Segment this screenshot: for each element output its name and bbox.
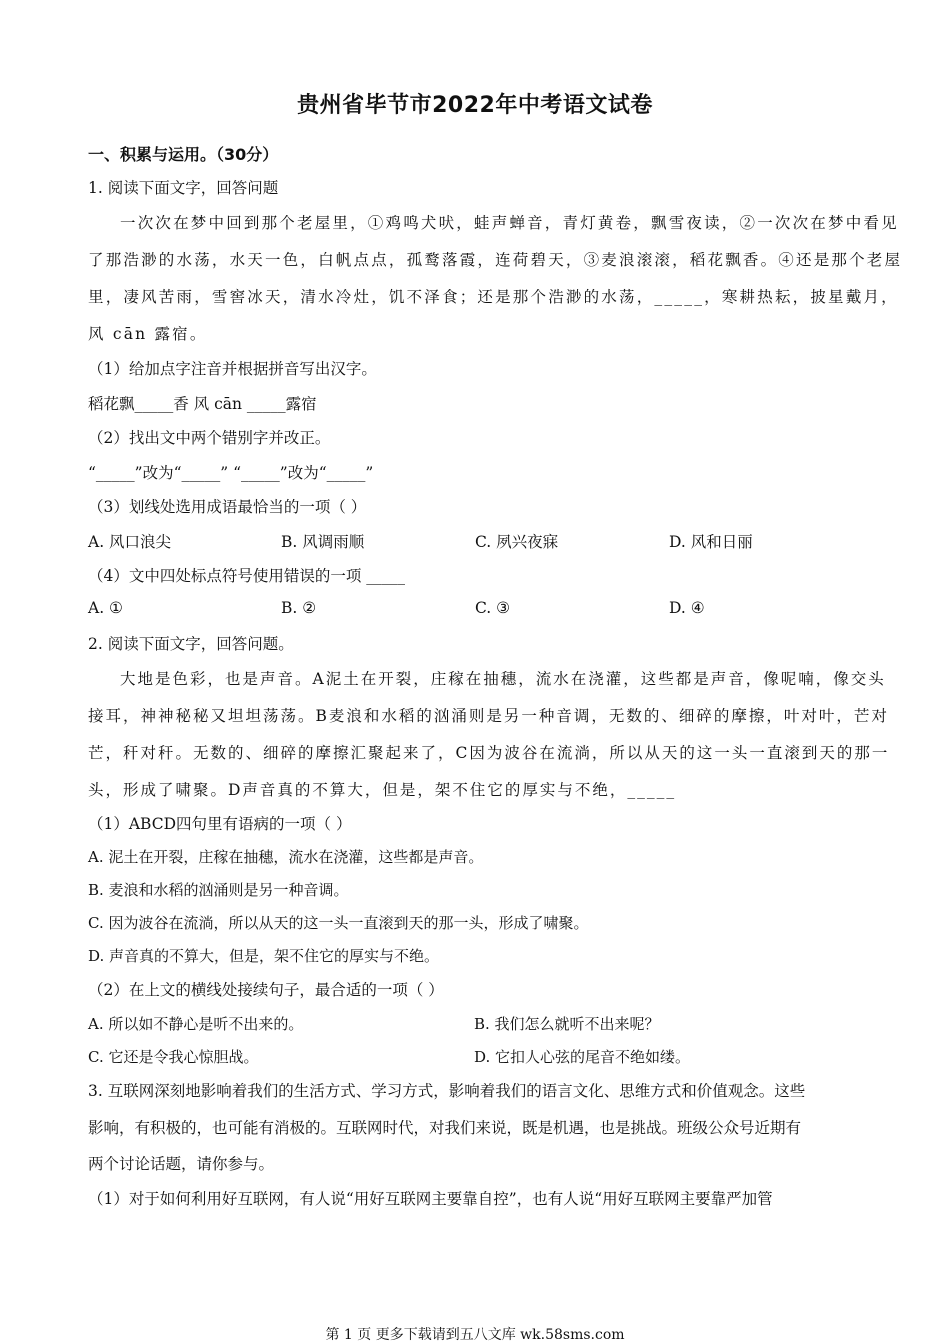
q1-sub-question: （1）给加点字注音并根据拼音写出汉字。 bbox=[88, 360, 377, 378]
q1-answer-blank: 稻花飘_____香 风 cān _____露宿 bbox=[88, 395, 317, 413]
q2-passage-line: 芒，秆对秆。无数的、细碎的摩擦汇聚起来了，C因为波谷在流淌，所以从天的这一头一直滚到天的那一 bbox=[88, 744, 890, 762]
question-1-stem: 1. 阅读下面文字，回答问题 bbox=[88, 179, 279, 197]
option-c: C. 夙兴夜寐 bbox=[475, 533, 559, 551]
section-heading: 一、积累与运用。（30分） bbox=[88, 145, 279, 164]
q2-passage-line: 头，形成了啸聚。D声音真的不算大，但是，架不住它的厚实与不绝，_____ bbox=[88, 781, 677, 799]
option-d: D. 风和日丽 bbox=[669, 533, 753, 551]
option-c: C. 它还是令我心惊胆战。 bbox=[88, 1048, 259, 1066]
question-2-stem: 2. 阅读下面文字，回答问题。 bbox=[88, 635, 294, 653]
option-a: A. ① bbox=[88, 599, 123, 617]
option-c: C. 因为波谷在流淌，所以从天的这一头一直滚到天的那一头，形成了啸聚。 bbox=[88, 914, 589, 932]
option-c: C. ③ bbox=[475, 599, 511, 617]
q2-sub-question: （2）在上文的横线处接续句子，最合适的一项（ ） bbox=[88, 981, 444, 999]
q3-sub-question: （1）对于如何利用好互联网，有人说“用好互联网主要靠自控”，也有人说“用好互联网主要靠严加管 bbox=[88, 1190, 773, 1208]
q1-sub-question: （3）划线处选用成语最恰当的一项（ ） bbox=[88, 498, 367, 516]
option-d: D. 它扣人心弦的尾音不绝如缕。 bbox=[474, 1048, 691, 1066]
q2-sub-question: （1）ABCD四句里有语病的一项（ ） bbox=[88, 815, 352, 833]
option-b: B. 风调雨顺 bbox=[281, 533, 365, 551]
question-3-stem-line: 3. 互联网深刻地影响着我们的生活方式、学习方式，影响着我们的语言文化、思维方式和价值观念。这些 bbox=[88, 1082, 806, 1100]
option-b: B. 我们怎么就听不出来呢？ bbox=[474, 1015, 660, 1033]
q2-passage-line: 大地是色彩，也是声音。A泥土在开裂，庄稼在抽穗，流水在浇灌，这些都是声音，像呢喃，像交头 bbox=[120, 670, 886, 688]
q1-passage-line: 风 cān 露宿。 bbox=[88, 325, 208, 343]
q1-passage-line: 一次次在梦中回到那个老屋里，①鸡鸣犬吠，蛙声蝉音，青灯黄卷，飘雪夜读，②一次次在梦中看见 bbox=[120, 214, 899, 232]
q1-passage-line: 了那浩渺的水荡，水天一色，白帆点点，孤鹜落霞，连荷碧天，③麦浪滚滚，稻花飘香。④还是那个老屋 bbox=[88, 251, 903, 269]
option-d: D. 声音真的不算大，但是，架不住它的厚实与不绝。 bbox=[88, 947, 440, 965]
option-b: B. ② bbox=[281, 599, 317, 617]
page-title: 贵州省毕节市2022年中考语文试卷 bbox=[297, 93, 653, 118]
option-a: A. 所以如不静心是听不出来的。 bbox=[88, 1015, 304, 1033]
page-footer: 第 1 页 更多下载请到五八文库 wk.58sms.com bbox=[325, 1327, 625, 1343]
option-b: B. 麦浪和水稻的汹涌则是另一种音调。 bbox=[88, 881, 349, 899]
option-a: A. 泥土在开裂，庄稼在抽穗，流水在浇灌，这些都是声音。 bbox=[88, 848, 484, 866]
question-3-stem-line: 两个讨论话题，请你参与。 bbox=[88, 1155, 275, 1173]
option-d: D. ④ bbox=[669, 599, 705, 617]
q1-sub-question: （2）找出文中两个错别字并改正。 bbox=[88, 429, 331, 447]
question-3-stem-line: 影响，有积极的，也可能有消极的。互联网时代，对我们来说，既是机遇，也是挑战。班级公众号近期有 bbox=[88, 1119, 802, 1137]
q1-passage-line: 里，凄风苦雨，雪窖冰天，清水冷灶，饥不泽食；还是那个浩渺的水荡，_____，寒耕热耘，披星戴月， bbox=[88, 288, 899, 306]
q1-answer-blank: “_____”改为“_____” “_____”改为“_____” bbox=[88, 464, 374, 482]
q2-passage-line: 接耳，神神秘秘又坦坦荡荡。B麦浪和水稻的汹涌则是另一种音调，无数的、细碎的摩擦，叶对叶，芒对 bbox=[88, 707, 889, 725]
q1-sub-question: （4）文中四处标点符号使用错误的一项 _____ bbox=[88, 567, 406, 585]
option-a: A. 风口浪尖 bbox=[88, 533, 172, 551]
